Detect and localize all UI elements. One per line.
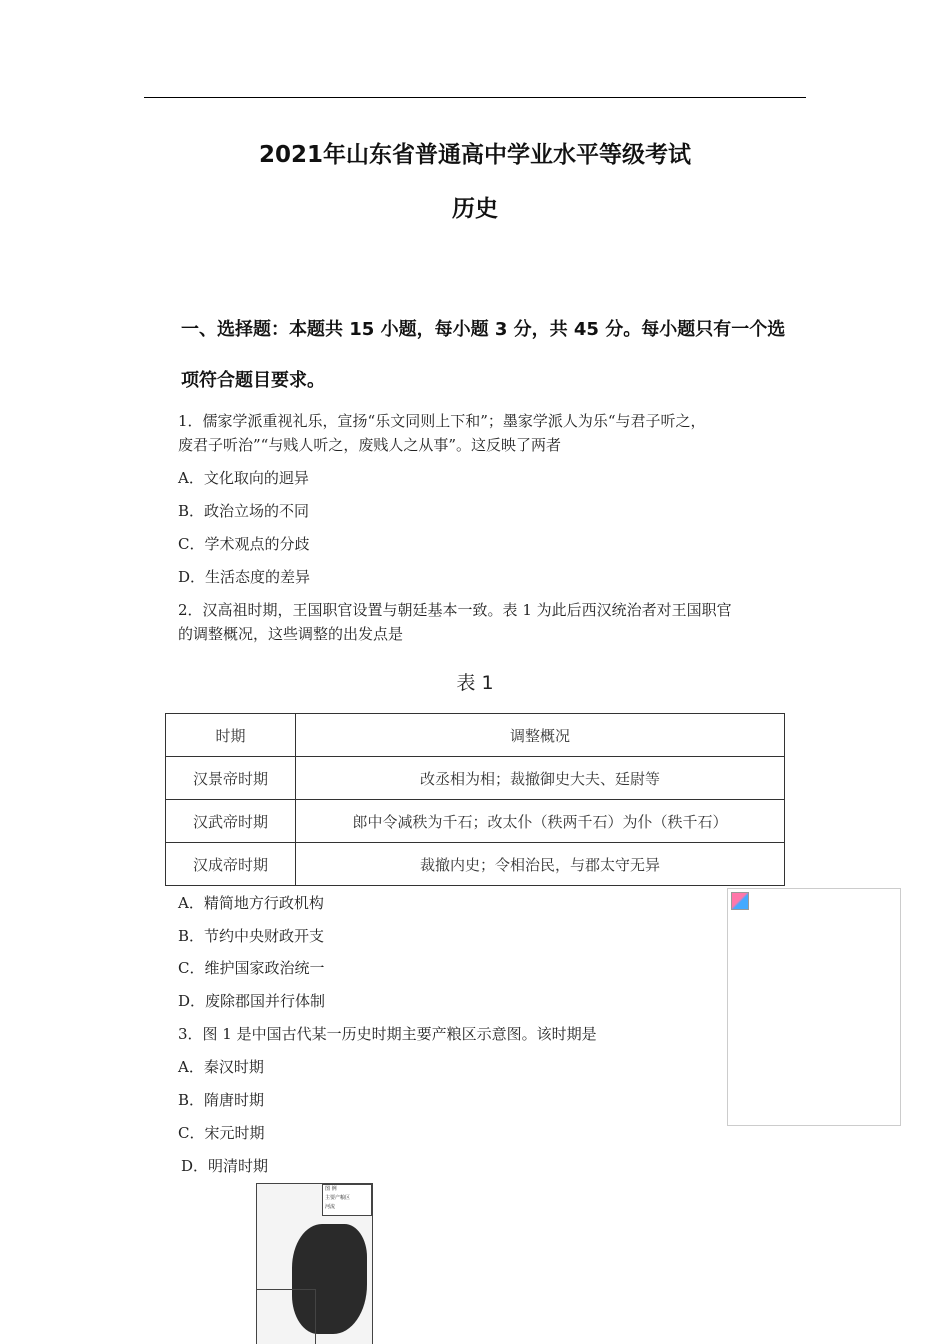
header-cell: 调整概况	[296, 714, 785, 757]
q1-stem: 1．儒家学派重视礼乐，宣扬“乐文同则上下和”；墨家学派人为乐“与君子听之，	[178, 412, 706, 430]
broken-image-icon	[731, 892, 749, 910]
q1-option-b: B．政治立场的不同	[178, 502, 310, 520]
q1-option-d: D．生活态度的差异	[178, 568, 311, 586]
q3-stem: 3．图 1 是中国古代某一历史时期主要产粮区示意图。该时期是	[178, 1025, 597, 1043]
header-rule	[144, 97, 806, 98]
legend-item-grain: 主要产粮区	[325, 1195, 351, 1201]
header-cell: 时期	[166, 714, 296, 757]
section-heading-cont: 项符合题目要求。	[181, 370, 325, 391]
table-header-row	[166, 714, 785, 757]
section-heading: 一、选择题：本题共 15 小题，每小题 3 分，共 45 分。每小题只有一个选	[181, 319, 786, 340]
table-cell: 汉武帝时期	[166, 800, 296, 843]
q3-option-c: C．宋元时期	[178, 1124, 265, 1142]
subject-title: 历史	[452, 196, 498, 222]
table-cell: 改丞相为相；裁撤御史大夫、廷尉等	[296, 757, 785, 800]
legend-title: 图 例	[325, 1186, 337, 1192]
q3-option-b: B．隋唐时期	[178, 1091, 265, 1109]
table-row	[166, 843, 785, 886]
q1-stem-cont: 废君子听治”“与贱人听之，废贱人之从事”。这反映了两者	[178, 436, 562, 454]
q2-stem-cont: 的调整概况，这些调整的出发点是	[178, 625, 404, 643]
table-cell: 郎中令减秩为千石；改太仆（秩两千石）为仆（秩千石）	[296, 800, 785, 843]
q2-option-d: D．废除郡国并行体制	[178, 992, 326, 1010]
q1-option-c: C．学术观点的分歧	[178, 535, 310, 553]
table-caption: 表 1	[456, 672, 494, 694]
table-cell: 汉景帝时期	[166, 757, 296, 800]
grain-region-map	[256, 1183, 373, 1344]
legend-item-river: 河流	[325, 1204, 336, 1210]
q3-option-d: D．明清时期	[181, 1157, 269, 1175]
q2-option-b: B．节约中央财政开支	[178, 927, 325, 945]
q1-option-a: A．文化取向的迥异	[178, 469, 309, 487]
broken-image-placeholder	[727, 888, 901, 1126]
table-cell: 汉成帝时期	[166, 843, 296, 886]
q2-option-a: A．精简地方行政机构	[178, 894, 324, 912]
table-row	[166, 757, 785, 800]
q2-stem: 2．汉高祖时期，王国职官设置与朝廷基本一致。表 1 为此后西汉统治者对王国职官	[178, 601, 732, 619]
q2-option-c: C．维护国家政治统一	[178, 959, 325, 977]
q3-option-a: A．秦汉时期	[178, 1058, 264, 1076]
exam-title: 2021年山东省普通高中学业水平等级考试	[258, 142, 691, 168]
map-inset	[257, 1289, 316, 1344]
official-adjustment-table	[165, 713, 785, 886]
table-cell: 裁撤内史；令相治民，与郡太守无异	[296, 843, 785, 886]
table-row	[166, 800, 785, 843]
map-legend	[322, 1184, 372, 1216]
